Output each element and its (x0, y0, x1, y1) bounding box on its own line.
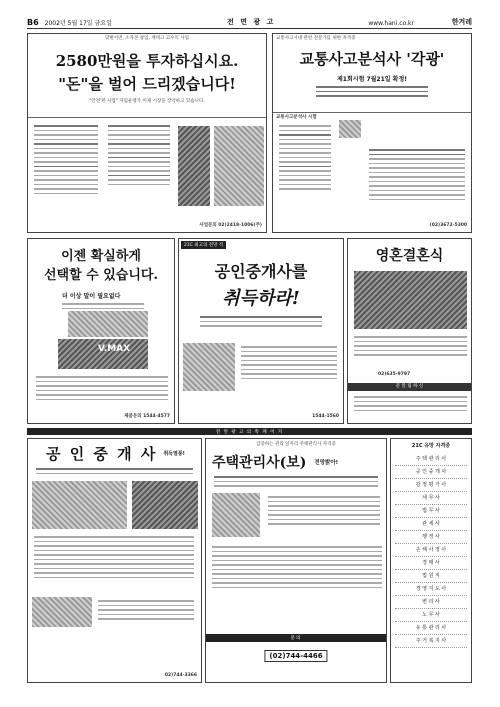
certificate-list-item: 감 정 평 가 사 (395, 479, 467, 492)
investment-text-col-2 (104, 122, 174, 188)
certificate-list-item: 주 택 관 리 사 (395, 453, 467, 466)
vmax-sub: 더 이상 말이 필요없다 (62, 293, 121, 300)
traffic-exam-date: 제1회시험 7월21일 확정! (337, 76, 407, 83)
realtor-course-ad (27, 438, 202, 683)
spirit-wedding-ad (347, 238, 472, 424)
certificate-list-item: 주 거 복 지 사 (395, 635, 467, 648)
accident-photo (339, 120, 361, 138)
housing-title: 주택관리사(보) (212, 455, 307, 471)
page-number: B6 (27, 18, 39, 27)
investment-ad (27, 33, 267, 233)
certificate-list-ad (390, 438, 472, 683)
housing-tag: 전망밝아! (314, 460, 339, 466)
realtor-tag: 21C 최고의 전망 직 (181, 241, 226, 249)
spirit-wedding-title: 영혼결혼식 (375, 248, 444, 264)
housing-contact: (02)744-4466 (264, 650, 327, 662)
certificate-list-item: 세 무 사 (395, 492, 467, 505)
section-strip: 전 면 광 고 의 쪽 페 이 지 (27, 428, 472, 435)
realtor-course-title: 공 인 중 개 사 (46, 445, 158, 463)
spirit-wedding-contact: 02)635-9797 (378, 372, 411, 377)
traffic-text-col (275, 122, 335, 193)
investment-headline-2: "돈"을 벌어 드리겠습니다! (58, 75, 236, 93)
building-photo (32, 481, 127, 529)
spirit-wedding-notice: 문 알 림 하 신 (348, 383, 471, 391)
certificate-list (391, 453, 471, 648)
vmax-product-name: V.MAX (98, 344, 131, 354)
realtor-title-1: 공인중개사를 (214, 262, 308, 281)
vmax-product-photo (68, 311, 148, 337)
shrine-photo (354, 271, 467, 329)
traffic-title: 교통사고분석사 '각광' (299, 50, 445, 68)
vmax-ad (27, 238, 175, 424)
product-photo (214, 126, 264, 206)
realtor-photo-1 (183, 343, 235, 391)
traffic-body-text (365, 146, 469, 203)
certificate-list-item: 유 통 관 리 사 (395, 622, 467, 635)
certificate-list-item: 손 해 사 정 사 (395, 544, 467, 557)
book-photo (32, 597, 92, 627)
traffic-kicker: 교통사고시대 관련 전문가를 위한 자격증 (276, 36, 356, 41)
site-url[interactable]: www.hani.co.kr (368, 20, 414, 27)
realtor-course-contact: 02)744-3366 (164, 673, 197, 678)
housing-footer-band: 문의 (206, 634, 386, 642)
realtor-contact: 1544-1560 (312, 414, 339, 419)
newspaper-name: 한겨레 (451, 18, 472, 26)
certificate-list-item: 법 무 사 (395, 505, 467, 518)
certificate-list-item: 노 무 사 (395, 609, 467, 622)
certificate-list-item: 경 영 지 도 사 (395, 583, 467, 596)
certificate-list-item: 법 원 직 (395, 570, 467, 583)
vmax-contact: 제품문의 1544-4577 (124, 414, 170, 419)
vmax-line-1: 이젠 확실하게 (61, 249, 141, 264)
realtor-ad (178, 238, 344, 424)
vending-machine-photo (178, 126, 210, 206)
traffic-contact: (02)3672-5300 (429, 223, 467, 228)
certificate-list-item: 변 리 사 (395, 596, 467, 609)
housing-kicker: 급증하는 관리 일자리 주택관리사 자격증 (256, 442, 336, 447)
issue-date: 2002년 5월 17일 금요일 (44, 20, 112, 27)
housing-photo (212, 493, 260, 537)
investment-text-col-1 (30, 122, 102, 197)
class-photo (132, 481, 198, 529)
realtor-title-2: 취득하라! (222, 288, 300, 309)
traffic-analyst-ad (272, 33, 472, 233)
investment-subline: "안전'한 사업" 자립운영가 이제 시장을 장악하고 있습니다. (89, 99, 205, 104)
investment-contact: 사업문의 02)2418-1006(주) (199, 223, 262, 228)
page-header (27, 15, 472, 29)
certificate-list-item: 행 정 사 (395, 531, 467, 544)
certificate-list-item: 경 매 사 (395, 557, 467, 570)
section-title: 전 면 광 고 (227, 18, 276, 26)
investment-headline-1: 2580만원을 투자하십시요. (55, 52, 239, 70)
realtor-course-tag: 취득열풍! (163, 451, 185, 457)
certificate-list-title: 21C 유망 자격증 (411, 443, 451, 449)
traffic-notice: 교통사고분석사 시험 (276, 115, 317, 120)
certificate-list-item: 관 세 사 (395, 518, 467, 531)
housing-manager-ad (205, 438, 387, 683)
certificate-list-item: 공 인 중 개 사 (395, 466, 467, 479)
investment-kicker: 맞벌이면, 소자본 창업, 재테크 고수익 사업 (105, 36, 189, 41)
vmax-line-2: 선택할 수 있습니다. (43, 268, 159, 283)
